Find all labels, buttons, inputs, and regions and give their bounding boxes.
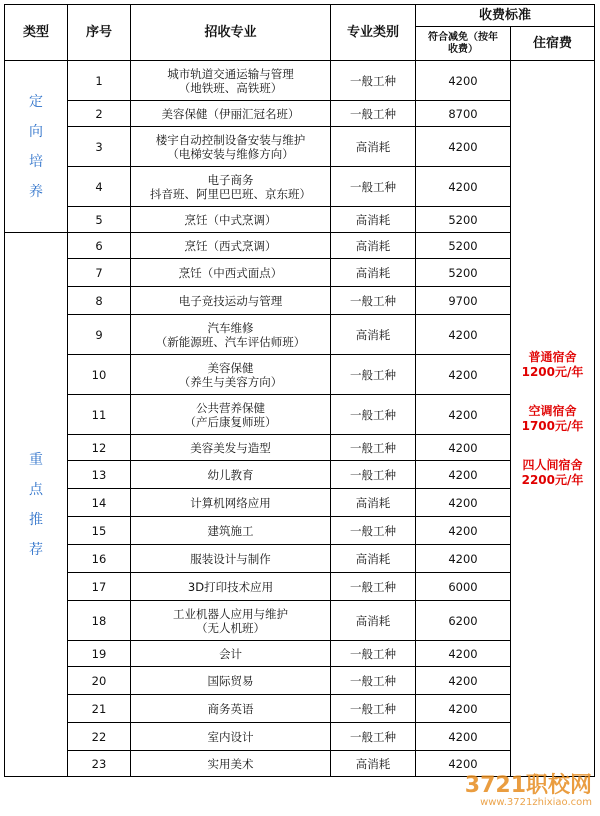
table-row <box>5 667 595 695</box>
major-name <box>131 395 331 435</box>
table-row <box>5 395 595 435</box>
table-row <box>5 355 595 395</box>
fee-table-frame <box>4 4 594 812</box>
table-row <box>5 167 595 207</box>
major-name <box>131 641 331 667</box>
tuition-fee: 4200 <box>416 641 511 667</box>
major-name <box>131 489 331 517</box>
major-category: 高消耗 <box>331 259 416 287</box>
major-category: 一般工种 <box>331 461 416 489</box>
major-name-line: 计算机网络应用 <box>190 495 271 510</box>
table-row <box>5 435 595 461</box>
header-type: 类型 <box>5 5 68 61</box>
major-name-line: 汽车维修 <box>207 320 254 335</box>
major-name <box>131 601 331 641</box>
category-char: 推 <box>29 511 43 528</box>
watermark-url: www.3721zhixiao.com <box>480 797 592 808</box>
major-name-line: 商务英语 <box>207 701 254 716</box>
major-name-line: 烹饪（中式烹调） <box>184 212 277 227</box>
enrollment-fee-table <box>4 4 595 777</box>
major-name <box>131 259 331 287</box>
tuition-fee: 4200 <box>416 355 511 395</box>
tuition-fee: 5200 <box>416 207 511 233</box>
tuition-fee: 5200 <box>416 259 511 287</box>
major-name <box>131 127 331 167</box>
dorm-fee-cell <box>511 61 595 777</box>
dorm-fee-block <box>511 350 594 380</box>
dorm-price: 2200元/年 <box>521 472 584 487</box>
major-name-line: 楼宇自动控制设备安装与维护 <box>155 132 306 147</box>
row-number: 16 <box>68 545 131 573</box>
tuition-fee: 4200 <box>416 167 511 207</box>
tuition-fee: 4200 <box>416 61 511 101</box>
header-major: 招收专业 <box>131 5 331 61</box>
row-number: 15 <box>68 517 131 545</box>
major-category: 一般工种 <box>331 667 416 695</box>
row-number: 12 <box>68 435 131 461</box>
major-name-line: 建筑施工 <box>207 523 254 538</box>
major-name <box>131 667 331 695</box>
table-row <box>5 207 595 233</box>
header-dorm: 住宿费 <box>511 27 595 61</box>
row-number: 8 <box>68 287 131 315</box>
dorm-type: 四人间宿舍 <box>522 457 583 472</box>
header-tuition <box>416 27 511 61</box>
tuition-fee: 4200 <box>416 751 511 777</box>
row-number: 23 <box>68 751 131 777</box>
tuition-fee: 4200 <box>416 435 511 461</box>
row-number: 10 <box>68 355 131 395</box>
dorm-price: 1700元/年 <box>521 418 584 433</box>
major-category: 高消耗 <box>331 315 416 355</box>
table-row <box>5 127 595 167</box>
major-name-line: （新能源班、汽车评估师班） <box>155 334 306 349</box>
row-number: 19 <box>68 641 131 667</box>
table-row <box>5 287 595 315</box>
major-category: 一般工种 <box>331 641 416 667</box>
major-category: 一般工种 <box>331 287 416 315</box>
table-row <box>5 461 595 489</box>
major-name-line: 服装设计与制作 <box>190 551 271 566</box>
tuition-fee: 4200 <box>416 723 511 751</box>
table-row <box>5 101 595 127</box>
tuition-fee: 8700 <box>416 101 511 127</box>
dorm-fee-block <box>511 404 594 434</box>
major-name-line: 国际贸易 <box>207 673 254 688</box>
tuition-fee: 4200 <box>416 667 511 695</box>
major-name <box>131 751 331 777</box>
major-name <box>131 233 331 259</box>
major-name <box>131 545 331 573</box>
row-number: 1 <box>68 61 131 101</box>
major-category: 一般工种 <box>331 101 416 127</box>
table-row <box>5 61 595 101</box>
major-name <box>131 207 331 233</box>
category-char: 向 <box>29 123 43 140</box>
category-dingxiang <box>5 61 68 233</box>
major-name <box>131 101 331 127</box>
major-category: 高消耗 <box>331 233 416 259</box>
row-number: 9 <box>68 315 131 355</box>
table-row <box>5 545 595 573</box>
major-name-line: 工业机器人应用与维护 <box>173 606 288 621</box>
major-name-line: 美容保健 <box>207 360 254 375</box>
major-name-line: 实用美术 <box>207 756 254 771</box>
major-name-line: 烹饪（中西式面点） <box>178 265 283 280</box>
major-category: 一般工种 <box>331 395 416 435</box>
major-name <box>131 435 331 461</box>
tuition-fee: 4200 <box>416 545 511 573</box>
major-name-line: 会计 <box>219 646 242 661</box>
table-row <box>5 601 595 641</box>
major-category: 一般工种 <box>331 573 416 601</box>
category-char: 培 <box>29 153 43 170</box>
table-row <box>5 259 595 287</box>
tuition-fee: 5200 <box>416 233 511 259</box>
major-name-line: 公共营养保健 <box>196 400 265 415</box>
major-name-line: 烹饪（西式烹调） <box>184 238 277 253</box>
row-number: 13 <box>68 461 131 489</box>
dorm-type: 空调宿舍 <box>528 403 577 418</box>
tuition-fee: 9700 <box>416 287 511 315</box>
category-char: 定 <box>29 93 43 110</box>
tuition-fee: 6200 <box>416 601 511 641</box>
row-number: 5 <box>68 207 131 233</box>
major-name-line: （产后康复师班） <box>184 414 277 429</box>
header-fee-standard: 收费标准 <box>416 5 595 27</box>
tuition-fee: 4200 <box>416 315 511 355</box>
row-number: 18 <box>68 601 131 641</box>
row-number: 21 <box>68 695 131 723</box>
major-name <box>131 573 331 601</box>
category-char: 荐 <box>29 541 43 558</box>
major-name <box>131 355 331 395</box>
major-name-line: 城市轨道交通运输与管理 <box>167 66 294 81</box>
major-name <box>131 517 331 545</box>
row-number: 22 <box>68 723 131 751</box>
major-category: 一般工种 <box>331 723 416 751</box>
major-category: 高消耗 <box>331 127 416 167</box>
table-row <box>5 573 595 601</box>
category-char: 点 <box>29 481 43 498</box>
tuition-fee: 6000 <box>416 573 511 601</box>
dorm-fee-block <box>511 458 594 488</box>
header-tuition-label: 符合减免（按年收费） <box>428 31 498 55</box>
table-row <box>5 517 595 545</box>
major-name-line: 美容保健（伊丽汇冠名班） <box>161 106 300 121</box>
major-name-line: 室内设计 <box>207 729 254 744</box>
table-row <box>5 723 595 751</box>
dorm-price: 1200元/年 <box>521 364 584 379</box>
dorm-type: 普通宿舍 <box>528 349 577 364</box>
major-name-line: （养生与美容方向） <box>178 374 283 389</box>
major-category: 高消耗 <box>331 601 416 641</box>
major-category: 一般工种 <box>331 695 416 723</box>
major-category: 高消耗 <box>331 489 416 517</box>
major-category: 一般工种 <box>331 355 416 395</box>
row-number: 6 <box>68 233 131 259</box>
category-char: 重 <box>29 451 43 468</box>
row-number: 11 <box>68 395 131 435</box>
major-name <box>131 167 331 207</box>
category-char: 养 <box>29 183 43 200</box>
major-name-line: 电子商务 <box>207 172 254 187</box>
major-category: 一般工种 <box>331 61 416 101</box>
major-name-line: 抖音班、阿里巴巴班、京东班） <box>150 186 311 201</box>
tuition-fee: 4200 <box>416 695 511 723</box>
major-name-line: 幼儿教育 <box>207 467 254 482</box>
major-category: 一般工种 <box>331 435 416 461</box>
major-name-line: （无人机班） <box>196 620 265 635</box>
major-name-line: 3D打印技术应用 <box>187 579 274 594</box>
major-name <box>131 695 331 723</box>
table-row <box>5 489 595 517</box>
header-number: 序号 <box>68 5 131 61</box>
major-name <box>131 315 331 355</box>
row-number: 3 <box>68 127 131 167</box>
major-name-line: 美容美发与造型 <box>190 440 271 455</box>
table-row <box>5 315 595 355</box>
watermark-title: 3721职校网 <box>464 773 592 798</box>
row-number: 7 <box>68 259 131 287</box>
table-row <box>5 695 595 723</box>
major-category: 高消耗 <box>331 545 416 573</box>
major-category: 一般工种 <box>331 517 416 545</box>
major-category: 高消耗 <box>331 751 416 777</box>
row-number: 14 <box>68 489 131 517</box>
major-name-line: （电梯安装与维修方向） <box>167 146 294 161</box>
major-name <box>131 61 331 101</box>
tuition-fee: 4200 <box>416 127 511 167</box>
major-name <box>131 461 331 489</box>
table-body <box>5 61 595 777</box>
table-row <box>5 641 595 667</box>
row-number: 20 <box>68 667 131 695</box>
table-row <box>5 233 595 259</box>
major-name <box>131 723 331 751</box>
tuition-fee: 4200 <box>416 395 511 435</box>
tuition-fee: 4200 <box>416 489 511 517</box>
watermark-logo <box>465 768 592 808</box>
tuition-fee: 4200 <box>416 517 511 545</box>
category-zhongdian <box>5 233 68 777</box>
major-category: 一般工种 <box>331 167 416 207</box>
major-name <box>131 287 331 315</box>
tuition-fee: 4200 <box>416 461 511 489</box>
major-category: 高消耗 <box>331 207 416 233</box>
header-category: 专业类别 <box>331 5 416 61</box>
row-number: 4 <box>68 167 131 207</box>
major-name-line: （地铁班、高铁班） <box>178 80 283 95</box>
major-name-line: 电子竞技运动与管理 <box>178 293 283 308</box>
row-number: 2 <box>68 101 131 127</box>
row-number: 17 <box>68 573 131 601</box>
